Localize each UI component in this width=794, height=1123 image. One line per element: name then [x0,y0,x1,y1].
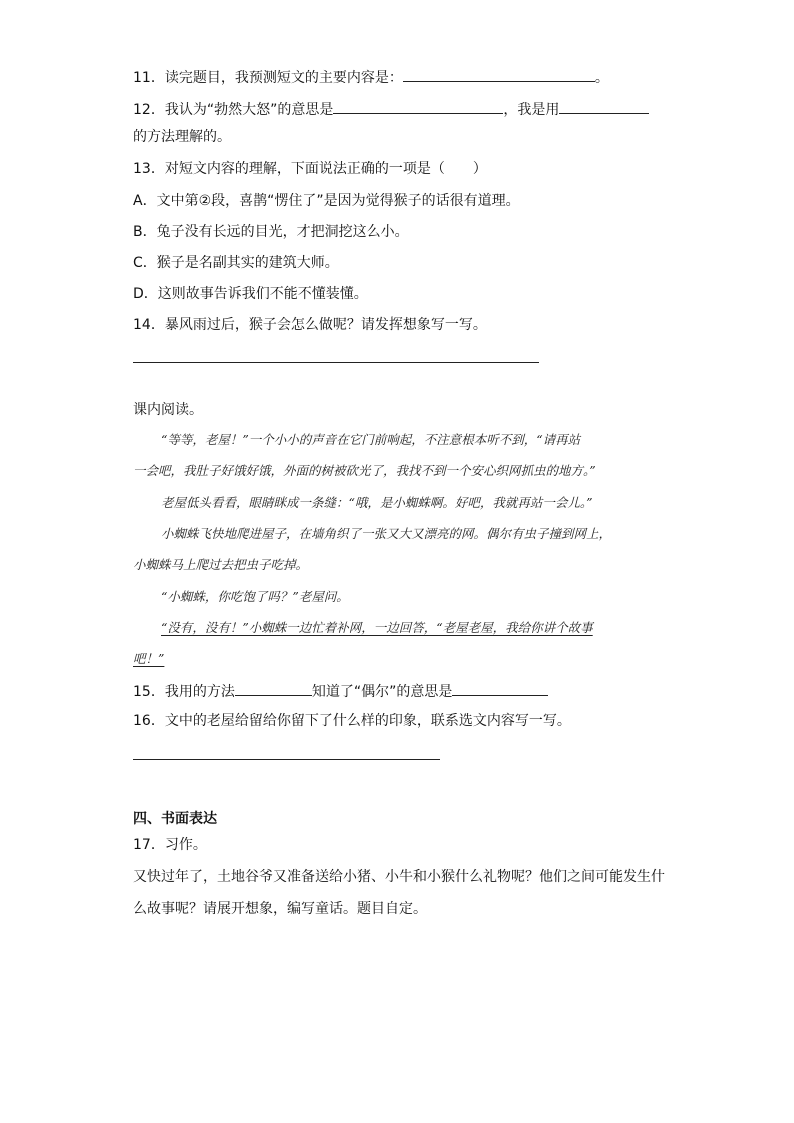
q12-meaning-blank[interactable] [333,98,503,114]
passage-underlined-line: “没有，没有！”小蜘蛛一边忙着补网，一边回答，“老屋老屋，我给你讲个故事 [161,620,593,635]
q17-prompt-line: 么故事呢？请展开想象，编写童话。题目自定。 [133,901,427,917]
q11-end: 。 [594,70,609,86]
q13-option-c[interactable]: C．猴子是名副其实的建筑大师。 [133,255,339,271]
passage-line: 老屋低头看看，眼睛眯成一条缝：“哦，是小蜘蛛啊。好吧，我就再站一会儿。” [161,495,593,510]
passage-line: 小蜘蛛飞快地爬进屋子，在墙角织了一张又大又漂亮的网。偶尔有虫子撞到网上， [161,526,612,541]
question-12-cont [133,127,231,147]
q17-prompt-line: 又快过年了，土地谷爷又准备送给小猪、小牛和小猴什么礼物呢？他们之间可能发生什 [133,869,665,885]
q11-answer-blank[interactable] [403,66,595,82]
q15-method-blank[interactable] [235,680,312,696]
q12-text-c: 的方法理解的。 [133,129,231,145]
question-11 [133,66,609,88]
question-17: 17．习作。 [133,837,207,853]
question-16: 16．文中的老屋给留给你留下了什么样的印象，联系选文内容写一写。 [133,713,571,729]
section-4-heading: 四、书面表达 [133,811,217,827]
q16-answer-line[interactable] [133,759,440,760]
q13-option-b[interactable]: B．兔子没有长远的目光，才把洞挖这么小。 [133,224,409,240]
q15-text-a: 15．我用的方法 [133,684,235,700]
question-14: 14．暴风雨过后，猴子会怎么做呢？请发挥想象写一写。 [133,317,487,333]
q12-method-blank[interactable] [559,98,649,114]
passage-underlined-line: 吧！” [133,651,165,666]
question-15 [133,680,548,702]
q15-meaning-blank[interactable] [452,680,548,696]
passage-line: 小蜘蛛马上爬过去把虫子吃掉。 [133,557,309,572]
passage-line: 一会吧，我肚子好饿好饿，外面的树被砍光了，我找不到一个安心织网抓虫的地方。” [133,463,596,478]
q13-option-d[interactable]: D．这则故事告诉我们不能不懂装懂。 [133,286,368,302]
q13-option-a[interactable]: A．文中第②段，喜鹊“愣住了”是因为觉得猴子的话很有道理。 [133,193,520,209]
q14-answer-line[interactable] [133,362,539,363]
q12-text-a: 12．我认为“勃然大怒”的意思是 [133,102,334,118]
reading-heading: 课内阅读。 [133,402,203,418]
q12-text-b: ，我是用 [503,102,560,118]
passage-line: “等等，老屋！”一个小小的声音在它门前响起，不注意根本听不到，“请再站 [161,432,581,447]
question-12 [133,98,649,120]
q11-text: 11．读完题目，我预测短文的主要内容是： [133,70,403,86]
passage-line: “小蜘蛛，你吃饱了吗？”老屋问。 [161,589,349,604]
question-13-stem: 13．对短文内容的理解，下面说法正确的一项是（ ） [133,161,487,177]
q15-text-b: 知道了“偶尔”的意思是 [311,684,453,700]
